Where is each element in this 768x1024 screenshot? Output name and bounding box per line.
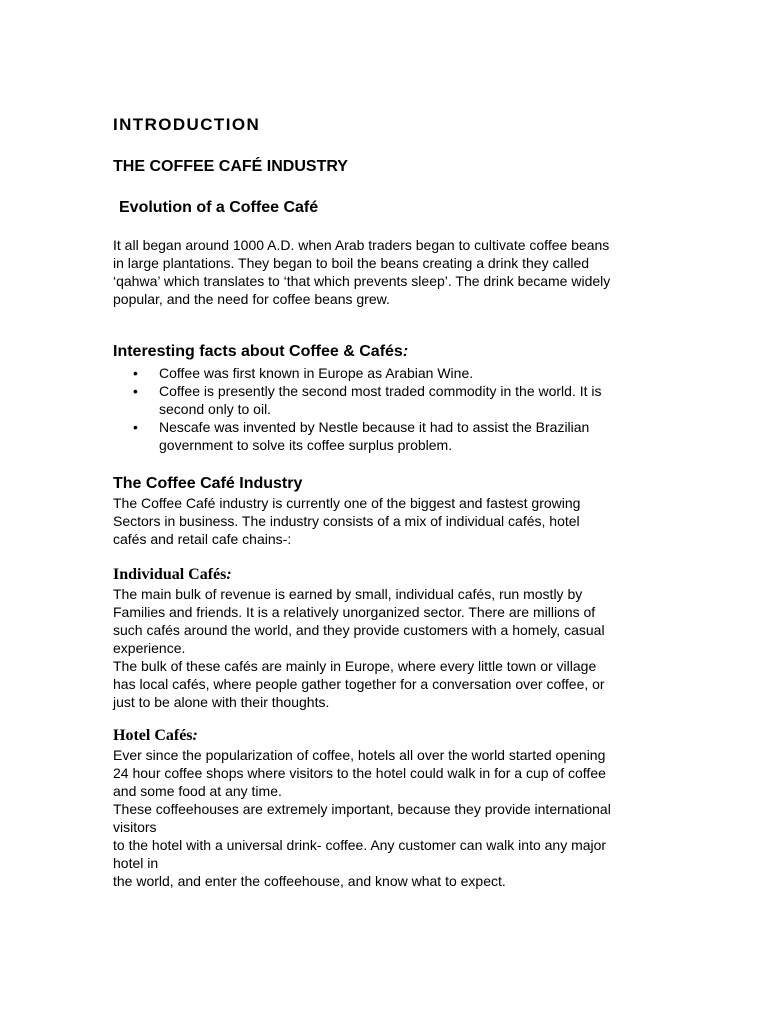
list-item-line: Coffee is presently the second most traded commodity in the world. It is [159,383,602,399]
coffee-cafe-industry-title: THE COFFEE CAFÉ INDUSTRY [113,158,348,175]
paragraph-line: visitors [113,819,157,835]
paragraph-line: in large plantations. They began to boil the beans creating a drink they called [113,255,590,271]
paragraph-line: The Coffee Café industry is currently one of the biggest and fastest growing [113,495,581,511]
paragraph-line: ‘qahwa’ which translates to ‘that which prevents sleep’. The drink became widely [113,273,611,289]
paragraph-line: It all began around 1000 A.D. when Arab traders began to cultivate coffee beans [113,237,610,253]
bullet-icon: • [133,419,138,435]
facts-list [113,364,602,454]
paragraph-line: 24 hour coffee shops where visitors to the hotel could walk in for a cup of coffee [113,765,606,781]
evolution-heading: Evolution of a Coffee Café [119,199,319,216]
paragraph-line: Families and friends. It is a relatively unorganized sector. There are millions of [113,604,596,620]
paragraph-line: The main bulk of revenue is earned by small, individual cafés, run mostly by [113,586,583,602]
bullet-icon: • [133,383,138,399]
individual-cafes-heading-text: Individual Cafés [113,566,227,583]
list-item-line: Coffee was first known in Europe as Arabian Wine. [159,365,474,381]
introduction-heading: INTRODUCTION [113,115,261,134]
facts-heading-colon: : [402,343,409,360]
evolution-paragraph [113,236,610,308]
individual-cafes-heading-colon: : [226,566,232,583]
hotel-cafes-heading-text: Hotel Cafés [113,727,193,744]
industry-paragraph [113,494,580,548]
paragraph-line: Ever since the popularization of coffee, hotels all over the world started opening [113,747,606,763]
paragraph-line: and some food at any time. [113,783,282,799]
hotel-cafes-heading [113,727,198,745]
list-item-line: government to solve its coffee surplus problem. [159,437,453,453]
facts-heading [113,343,408,361]
hotel-cafes-heading-colon: : [192,727,198,744]
hotel-cafes-paragraph [113,746,611,890]
individual-cafes-paragraph [113,585,605,711]
paragraph-line: experience. [113,640,186,656]
paragraph-line: hotel in [113,855,159,871]
paragraph-line: These coffeehouses are extremely important, because they provide international [113,801,611,817]
list-item [113,418,602,454]
paragraph-line: to the hotel with a universal drink- coffee. Any customer can walk into any major [113,837,607,853]
list-item [113,382,602,418]
individual-cafes-heading [113,566,232,584]
paragraph-line: such cafés around the world, and they provide customers with a homely, casual [113,622,605,638]
industry-heading: The Coffee Café Industry [113,475,303,492]
bullet-icon: • [133,365,138,381]
paragraph-line: the world, and enter the coffeehouse, and know what to expect. [113,873,506,889]
paragraph-line: has local cafés, where people gather together for a conversation over coffee, or [113,676,605,692]
paragraph-line: just to be alone with their thoughts. [113,694,330,710]
list-item-line: second only to oil. [159,401,272,417]
paragraph-line: popular, and the need for coffee beans grew. [113,291,390,307]
list-item [113,364,602,382]
paragraph-line: cafés and retail cafe chains-: [113,531,292,547]
facts-heading-text: Interesting facts about Coffee & Cafés [113,343,403,360]
paragraph-line: Sectors in business. The industry consists of a mix of individual cafés, hotel [113,513,580,529]
paragraph-line: The bulk of these cafés are mainly in Europe, where every little town or village [113,658,597,674]
list-item-line: Nescafe was invented by Nestle because it had to assist the Brazilian [159,419,590,435]
